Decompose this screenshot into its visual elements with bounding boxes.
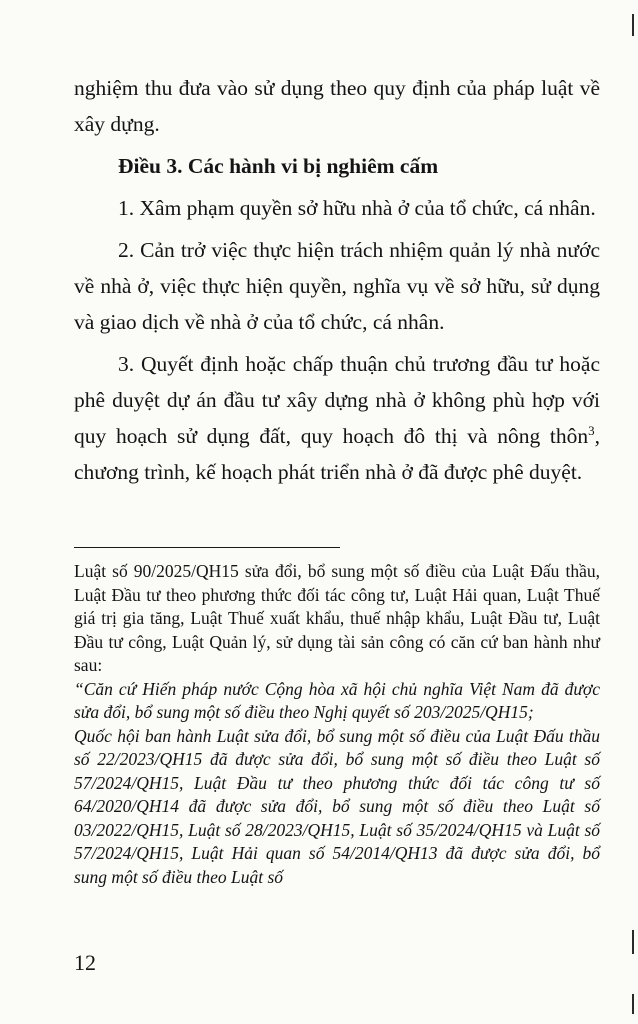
clause-3 bbox=[74, 346, 600, 490]
footnote-block bbox=[74, 560, 600, 889]
footnote-quote-1: “Căn cứ Hiến pháp nước Cộng hòa xã hội chủ nghĩa Việt Nam đã được sửa đổi, bổ sung một số điều theo Nghị quyết số 203/2025/QH15; bbox=[74, 678, 600, 722]
article-heading: Điều 3. Các hành vi bị nghiêm cấm bbox=[118, 154, 439, 178]
footnote-intro: Luật số 90/2025/QH15 sửa đổi, bổ sung một số điều của Luật Đấu thầu, Luật Đầu tư theo phương thức đối tác công tư, Luật Hải quan, Luật Thuế giá trị gia tăng, Luật Thuế xuất khẩu, thuế nhập khẩu, Luật Đầu tư, Luật Đầu tư công, Luật Quản lý, sử dụng tài sản công có căn cứ ban hành như sau: bbox=[74, 561, 600, 675]
scan-edge-mark bbox=[632, 994, 634, 1014]
clause-3-text-a: 3. Quyết định hoặc chấp thuận chủ trương đầu tư hoặc phê duyệt dự án đầu tư xây dựng nhà ở không phù hợp với quy hoạch sử dụng đất, quy hoạch đô thị và nông thôn bbox=[74, 352, 600, 448]
footnote-divider bbox=[74, 547, 340, 548]
footnote-quote-2: Quốc hội ban hành Luật sửa đổi, bổ sung một số điều của Luật Đấu thầu số 22/2023/QH15 đã được sửa đổi, bổ sung một số điều theo Luật số 57/2024/QH15, Luật Đầu tư theo phương thức đối tác công tư số 64/2020/QH14 đã được sửa đổi, bổ sung một số điều theo Luật số 03/2022/QH15, Luật số 28/2023/QH15, Luật số 35/2024/QH15 và Luật số 57/2024/QH15, Luật Hải quan số 54/2014/QH13 đã được sửa đổi, bổ sung một số điều theo Luật số bbox=[74, 725, 600, 887]
page-number: 12 bbox=[74, 950, 96, 975]
scan-edge-mark bbox=[632, 14, 634, 36]
main-text bbox=[74, 70, 600, 490]
footnote-reference: 3 bbox=[588, 422, 595, 438]
clause-2: 2. Cản trở việc thực hiện trách nhiệm quản lý nhà nước về nhà ở, việc thực hiện quyền, nghĩa vụ về sở hữu, sử dụng và giao dịch về nhà ở của tổ chức, cá nhân. bbox=[74, 238, 600, 334]
scan-edge-mark bbox=[632, 930, 634, 954]
continuation-paragraph: nghiệm thu đưa vào sử dụng theo quy định của pháp luật về xây dựng. bbox=[74, 76, 600, 136]
clause-1: 1. Xâm phạm quyền sở hữu nhà ở của tổ chức, cá nhân. bbox=[118, 196, 596, 220]
clause-3-text-b: , chương trình, kế hoạch phát triển nhà ở đã được phê duyệt. bbox=[74, 424, 600, 484]
